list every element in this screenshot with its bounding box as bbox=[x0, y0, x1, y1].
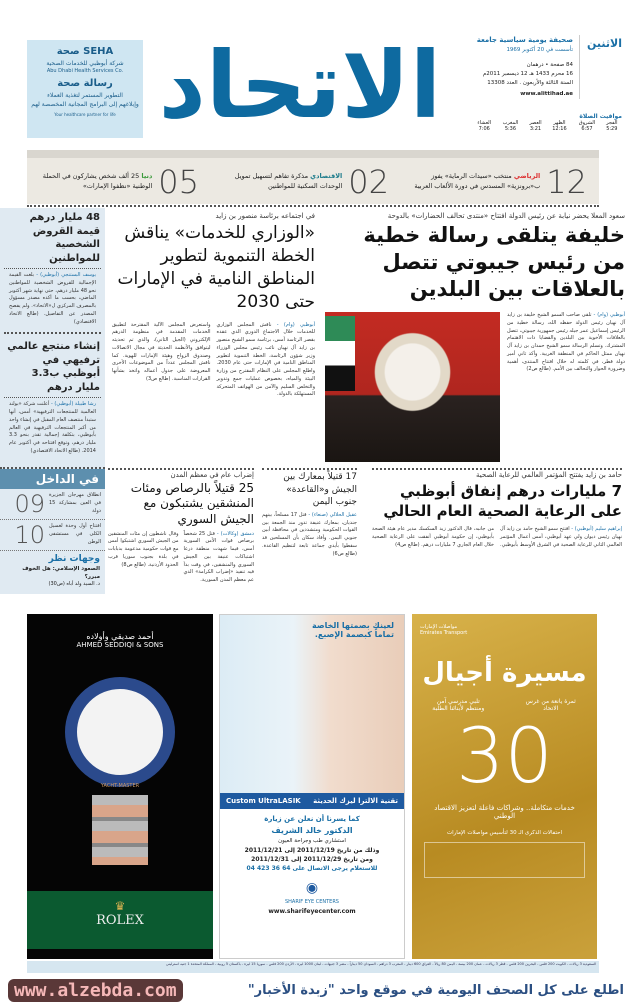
issue-date: 16 محرم 1433 هـ 12 ديسمبر 2011م bbox=[482, 70, 573, 77]
issue-number: السنة الثالثة والأربعون . العدد 13308 bbox=[487, 79, 573, 86]
lasik-website[interactable]: www.sharifeyecenter.com bbox=[268, 908, 356, 916]
tagline: صحيفة يومية سياسية جامعة bbox=[476, 36, 573, 44]
dateline: أبوظبي (وام) - bbox=[593, 312, 625, 318]
banner-site-link[interactable]: www.alzebda.com bbox=[8, 979, 183, 1002]
story-body: تلقى صاحب السمو الشيخ خليفة بن زايد آل نهيان رئيس الدولة حفظه الله، رسالة خطية من الرئيس إسماعيل عمر جيله رئيس جمهورية جيبوتي، تتصل بالعلاقات الأخوية بين البلدين والقضايا ذات الاهتمام المشترك. وتسلم الرسالة سمو الشيخ حمدان بن زايد آل نهيان ممثل الحاكم في المنطقة الغربية. وأكد ثاني أمير دولة قطر، في كلمته له خلال افتتاح المنتدى، أهمية وضرورة الحوار والتحالف بين الأمم. bbox=[507, 312, 625, 373]
dateline: دمشق (وكالات) - bbox=[216, 530, 255, 537]
lead-body bbox=[507, 312, 625, 374]
teaser-page-number: 12 bbox=[546, 163, 587, 201]
story-headline[interactable]: 17 قتيلاً بمعارك بين الجيش و«القاعدة» جنوب اليمن bbox=[283, 472, 357, 508]
story-body: وقال ناشطون إن مئات المنشقين من الجيش السوري اشتبكوا أمس مع قوات حكومية مدعومة بدبابات في بلدة بجنوب سوريا قرب الحدود الأردنية. bbox=[108, 530, 179, 568]
prayer-time: 12:16 bbox=[552, 126, 567, 132]
sidebar-story-headline[interactable]: إنشاء منتجع عالمي ترفيهي في أبوظبي ب3.3 مليار درهم bbox=[7, 341, 100, 393]
teaser-sports[interactable] bbox=[412, 162, 587, 202]
lasik-dates: وذلك من تاريخ 2011/12/19 إلى 2011/12/21 bbox=[244, 846, 380, 854]
seha-line2: وإبلاغهم إلى البرامج المجانية المخصصة لهم bbox=[31, 100, 139, 108]
lead-photo bbox=[325, 312, 500, 462]
website-link[interactable]: www.alittihad.ae bbox=[520, 91, 573, 98]
et-title: مسيرة أجيال bbox=[422, 658, 587, 688]
teaser-text: مذكرة تفاهم لتسهيل تمويل الوحدات السكنية للمواطنين bbox=[234, 172, 343, 190]
prayer-time: 6:57 bbox=[581, 126, 593, 132]
teaser-economy[interactable] bbox=[224, 162, 389, 202]
story-body: بلغت القيمة الإجمالية للقروض الشخصية للمواطنين نحو 48 مليار درهم، حتى نهاية شهر أكتوبر الماضي، بحسب ما أكده مصدر مسؤول بالمصرف المركزي ل«الاتحاد». ولم يفصح المصدر عن التفاصيل. bbox=[9, 272, 97, 317]
et-line: خدمات متكاملة.. وشراكات فاعلة لتعزيز الاقتصاد الوطني bbox=[434, 804, 575, 820]
story-kicker: سعود المعلا يحضر نيابة عن رئيس الدولة افتتاح «منتدى تحالف الحضارات» بالدوحة bbox=[387, 212, 625, 220]
alzebda-banner[interactable] bbox=[0, 974, 632, 1006]
inside-item-text: افتتاح أول وحدة لغسيل الكلى في مستشفى الوطن bbox=[49, 523, 101, 545]
teaser-text: 25 ألف شخص يشاركون في الحملة الوطنية «نظفوا الإمارات» bbox=[42, 172, 153, 190]
views-text[interactable]: الصعود الإسلامي: هل الخوف مبرر؟ bbox=[22, 565, 100, 580]
dateline: أبوظبي (وام) - bbox=[276, 321, 316, 328]
yemen-story bbox=[262, 471, 357, 558]
emirates-transport-ad[interactable] bbox=[412, 614, 597, 959]
story-kicker: في اجتماعه برئاسة منصور بن زايد bbox=[215, 212, 315, 220]
lasik-phone: للاستعلام يرجى الاتصال على 64 36 423 04 bbox=[246, 865, 378, 873]
seha-header-ad[interactable] bbox=[27, 40, 143, 138]
et-line: احتفالات الذكرى الـ 30 لتأسيس مواصلات الإمارات bbox=[446, 830, 563, 836]
lasik-doctor-title: استشاري طب وجراحة العيون bbox=[278, 838, 346, 845]
views-author: د. السيد ولد أباه (ص30) bbox=[48, 581, 100, 588]
story-body: أعلنت شركة «بولند العالمية للمنتجعات الترفيهية» أمس، أنها ستبدأ منتصف العام المقبل في إنشاء واحد من أكبر المنتجعات الترفيهية في العالم بأبوظبي، بتكلفة إجمالية تقدر بنحو 3.3 مليار درهم، وتوقع افتتاحه في أكتوبر عام 2014. bbox=[9, 401, 96, 454]
lasik-visit: كما يسرنا أن نعلن عن زيارة bbox=[264, 815, 360, 823]
watch-model: YACHT-MASTER bbox=[100, 783, 140, 789]
lasik-bar-en: Custom UltraLASIK bbox=[226, 797, 301, 805]
watch-face-icon bbox=[65, 677, 175, 787]
lasik-center: SHARIF EYE CENTERS bbox=[285, 899, 339, 906]
views-title: وجهات نظر bbox=[48, 554, 100, 565]
continued-link[interactable]: (طالع ص4) bbox=[395, 541, 420, 548]
lasik-tagline: لعينك بصمتها الخاصة تماماً كبصمة الإصبع. bbox=[312, 621, 394, 639]
watch-bracelet bbox=[92, 795, 148, 865]
prayer-title: مواقيت الصلاة bbox=[579, 113, 622, 120]
teaser-page-number: 05 bbox=[158, 163, 199, 201]
council-story bbox=[112, 212, 315, 399]
seha-org: شركة أبوظبي للخدمات الصحية bbox=[46, 59, 124, 67]
price: 84 صفحة • درهمان bbox=[526, 61, 573, 68]
syria-story bbox=[108, 471, 254, 585]
divider bbox=[108, 468, 254, 470]
dealer-name-ar: أحمد صديقي وأولاده bbox=[86, 632, 154, 641]
sidebar-story-headline[interactable]: 48 مليار درهم قيمة القروض الشخصية للمواطنين bbox=[29, 212, 100, 264]
divider bbox=[27, 205, 599, 207]
story-kicker: حامد بن زايد يفتتح المؤتمر العالمي للرعاية الصحية bbox=[476, 471, 622, 479]
prayer-time: 5:29 bbox=[606, 126, 618, 132]
health-story bbox=[372, 471, 622, 550]
divider bbox=[262, 468, 357, 470]
story-body: افتتح سمو الشيخ حامد بن زايد آل نهيان رئيس ديوان ولي عهد أبوظبي، أمس أعمال المؤتمر العالمي الثاني للرعاية الصحية في الشرق الأوسط بأبوظبي. من جانبه، قال الدكتور زيد السكسك مدير عام هيئة الصحة بأبوظبي، إن حكومة أبوظبي أنفقت على الرعاية الصحية خلال العام الجاري 7 مليارات درهم. bbox=[372, 526, 622, 548]
anniversary-30: 30 bbox=[456, 711, 553, 800]
continued-link[interactable]: (طالع ص8) bbox=[121, 561, 146, 568]
dealer-name-en: AHMED SEDDIQI & SONS bbox=[76, 641, 164, 649]
prayer-name: الفجر bbox=[606, 120, 618, 126]
story-headline[interactable]: 25 قتيلاً بالرصاص ومئات المنشقين يشتبكون مع الجيش السوري bbox=[130, 480, 254, 526]
lasik-bar-ar: تقنية الالترا ليزك الحديثة bbox=[313, 797, 398, 805]
byline: رشا طبيلة (أبوظبي) - bbox=[50, 401, 96, 408]
dateline: عقيل الحلالي (صنعاء) - bbox=[308, 511, 357, 518]
seha-org-en: Abu Dhabi Health Services Co. bbox=[46, 68, 124, 75]
teaser-section: الرياضي bbox=[513, 172, 541, 181]
lead-story bbox=[325, 212, 625, 304]
seha-brand: SEHA صحة bbox=[56, 46, 114, 57]
inside-title: في الداخل bbox=[0, 469, 105, 489]
prayer-name: الشروق bbox=[578, 120, 596, 126]
divider bbox=[372, 468, 622, 470]
rolex-brand: ROLEX bbox=[96, 913, 144, 928]
et-brand-ar: مواصلات الإمارات bbox=[420, 624, 458, 630]
lasik-dates: ومن تاريخ 2011/12/29 إلى 2011/12/31 bbox=[251, 856, 373, 864]
inside-item-page: 09 bbox=[14, 489, 45, 518]
sponsor-logos bbox=[424, 842, 585, 878]
story-body: قتل 25 شخصاً برصاص قوات الأمن السورية أمس، فيما شهدت منطقة درعا اشتباكات عنيفة بين الجيش السوري والمنشقين، في وقت بدأ فيه تنفيذ «إضراب الكرامة» الذي عم معظم المدن السورية. bbox=[183, 530, 254, 584]
story-body: قتل 17 مسلحاً، بينهم جنديان، بمعارك عنيفة تدور منذ الجمعة بين القوات الحكومية ومتشددين في محافظة أبين جنوبي اليمن. وأفاد سكان بأن المسلحين قد سقطوا بأيدي جماعة تابعة لتنظيم القاعدة. bbox=[262, 511, 357, 549]
story-body: ناقش المجلس الوزاري للخدمات خلال الاجتماع الدوري الذي عقده بقصر الرئاسة أمس، برئاسة سمو الشيخ منصور بن زايد آل نهيان نائب رئيس مجلس الوزراء وزير شؤون الرئاسة، الخطة التنموية لتطوير المناطق النامية في الإمارات حتى عام 2030. واطلع المجلس على النظام المقترح من وزارة البيئة والمياه، بخصوص عمليات جمع وتدوير والتخلص السليم والآمن من الهواتف المتحركة المستهلكة بالدولة. bbox=[216, 321, 315, 398]
continued-link[interactable]: (طالع ص2) bbox=[526, 366, 551, 373]
teaser-text: منتخب «سيدات الرماية» يفوز ب«برونزية» المسدس في دورة الألعاب العربية bbox=[414, 172, 541, 190]
weekday: الاثنين bbox=[587, 37, 622, 50]
teaser-strip bbox=[27, 150, 599, 204]
story-body: واستعرض المجلس الآلية المقترحة لتطبيق الخدمات المقدمة في منظومة الدرهم الإلكتروني (الجيل الثاني)، والذي تم تحديثه ليتوافق والأنظمة الحديثة في مجال الاتصالات وصندوق الزواج وهيئة الإمارات للهوية. كما ناقش المجلس عدداً من الموضوعات الأخرى المعروضة على جدول أعماله واتخذ بشأنها القرارات المناسبة. bbox=[112, 321, 211, 382]
sidebar-column bbox=[0, 208, 105, 594]
prayer-times bbox=[472, 113, 622, 132]
seha-footer: Your healthcare partner for life bbox=[54, 112, 116, 118]
story-headline[interactable]: 7 مليارات درهم إنفاق أبوظبي على الرعاية الصحية العام الحالي bbox=[383, 481, 622, 521]
lasik-ad[interactable] bbox=[219, 614, 405, 959]
continued-link[interactable]: (طالع الاتحاد الاقتصادي) bbox=[30, 447, 81, 454]
founded: تأسست في 20 أكتوبر 1969 bbox=[506, 47, 573, 54]
inside-item-text: انطلاق مهرجان الجزيرة في العين بمشاركة 15 دولة bbox=[49, 492, 101, 514]
story-headline[interactable]: «الوزاري للخدمات» يناقش الخطة التنموية لتطوير المناطق النامية في الإمارات حتى 2030 bbox=[117, 222, 315, 312]
prices-strip: السعودية 3 ريالات - الكويت 200 فلس - البحرين 200 فلس - قطر 3 ريالات - عمان 200 بيسة - اليمن 80 ريالاً - العراق 600 دينار - المغرب 3 دراهم - السودان 50 ديناراً - مصر 3 جنيهات - لبنان 1000 ليرة - الأردن 200 فلس - سوريا 15 ليرة - باكستان 5 روبية - المملكة المتحدة 1 جنيه استرليني bbox=[27, 961, 599, 973]
et-line: تلبي مدرسي آمن ومنتظم لأبنائنا الطلبة bbox=[432, 698, 485, 712]
newspaper-logo: الاتحاد bbox=[158, 31, 442, 139]
prayer-time: 5:36 bbox=[504, 126, 517, 132]
et-line: ثمرة يانعة من غرس الاتحاد bbox=[525, 698, 576, 712]
teaser-section: دنيا bbox=[141, 172, 153, 181]
lasik-doctor: الدكتور خالد الشريف bbox=[271, 825, 353, 835]
inside-item[interactable] bbox=[0, 489, 105, 520]
lead-headline[interactable]: خليفة يتلقى رسالة خطية من رئيس جيبوتي تتصل بالعلاقات بين البلدين bbox=[363, 222, 625, 302]
inside-item-page: 10 bbox=[14, 520, 45, 549]
byline: يوسف البستنجي (أبوظبي) - bbox=[36, 272, 96, 278]
prayer-name: الظهر bbox=[553, 120, 566, 126]
continued-link[interactable]: (طالع الاتحاد الاقتصادي) bbox=[9, 310, 96, 325]
teaser-world[interactable] bbox=[34, 162, 199, 202]
inside-item[interactable] bbox=[0, 520, 105, 551]
prayer-name: المغرب bbox=[502, 120, 519, 126]
prayer-time: 7:06 bbox=[478, 126, 490, 132]
teaser-page-number: 02 bbox=[348, 163, 389, 201]
prayer-name: العشاء bbox=[477, 120, 492, 126]
prayer-time: 3:21 bbox=[529, 126, 542, 132]
prayer-name: العصر bbox=[529, 120, 542, 126]
eye-logo-icon: ◉ bbox=[305, 879, 319, 896]
seha-title: رسالة صحة bbox=[57, 78, 113, 90]
teaser-section: الاقتصادي bbox=[310, 172, 343, 181]
crown-icon: ♛ bbox=[114, 899, 126, 913]
rolex-ad[interactable] bbox=[27, 614, 213, 959]
seha-line1: التطوير المستمر لتغذية العملاء bbox=[47, 91, 123, 99]
et-brand-en: Emirates Transport bbox=[420, 630, 468, 636]
banner-message: اطلع على كل الصحف اليومية في موقع واحد "زبدة الأخبار" bbox=[247, 982, 624, 998]
uae-flag bbox=[325, 316, 355, 391]
inside-box bbox=[0, 467, 105, 591]
story-kicker: إضراب عام في معظم المدن bbox=[170, 471, 254, 479]
dateline: إبراهيم سليم (أبوظبي) - bbox=[571, 526, 623, 533]
continued-link[interactable]: (طالع ص3) bbox=[145, 375, 171, 382]
continued-link[interactable]: (طالع ص6) bbox=[332, 550, 357, 557]
